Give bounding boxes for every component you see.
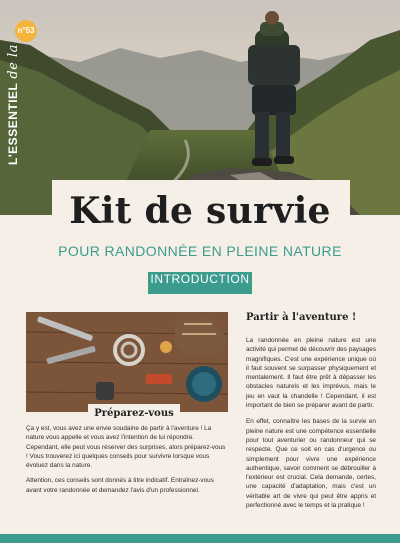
right-paragraph: La randonnée en pleine nature est une activité qui permet de découvrir des paysages magnifiques. C'est une expérience unique où il faut souvent se surpasser physiquement et mentalement. Il faut être prêt à dépasser les obstacles naturels et les imprévus, mais le jeu en vaut la chandelle ! Cependant, il est important de bien se préparer avant de partir.	[246, 337, 377, 410]
photo-caption: Préparez-vous	[88, 404, 180, 422]
issue-number-badge: n°53	[15, 20, 37, 42]
book-title: Kit de survie	[69, 190, 331, 232]
book-subtitle: POUR RANDONNÉE EN PLEINE NATURE	[58, 243, 342, 259]
brand-logo	[6, 44, 21, 165]
right-column-heading: Partir à l'aventure !	[246, 312, 357, 323]
brand-script-text: de la	[6, 44, 21, 79]
left-paragraph: Attention, ces conseils sont donnés à titre indicatif. Entraînez-vous avant votre randonnée et demandez l'avis d'un professionnel.	[26, 477, 214, 494]
bottom-accent-band	[0, 534, 400, 543]
survival-gear-illustration	[26, 312, 228, 412]
left-column-text	[26, 424, 228, 501]
left-paragraph: Ça y est, vous avez une envie soudaine de partir à l'aventure ! La nature vous appelle et vous avez l'intention de lui répondre. Cependant, elle peut vous réserver des surprises, alors préparez-vous ! Vous trouverez ici quelques conseils pour survivre lorsque vous évoluez dans la nature.	[26, 425, 226, 470]
brand-main-text: L'ESSENTIEL	[6, 82, 20, 165]
survival-gear-photo	[26, 312, 228, 412]
right-paragraph: En effet, connaître les bases de la survie en pleine nature est une compétence essentielle pour tout aventurier ou randonneur qui se respecte. Que ce soit en cas d'urgence ou simplement pour vivre une expérience authentique, savoir comment se débrouiller à l'extérieur est crucial. Cela demande, certes, une capacité d'adaptation, mais c'est un véritable art de vivre qui peut être appris et perfectionné avec le temps et la pratique !	[246, 418, 376, 510]
right-column-text	[246, 336, 376, 517]
section-label-introduction: INTRODUCTION	[148, 272, 252, 294]
